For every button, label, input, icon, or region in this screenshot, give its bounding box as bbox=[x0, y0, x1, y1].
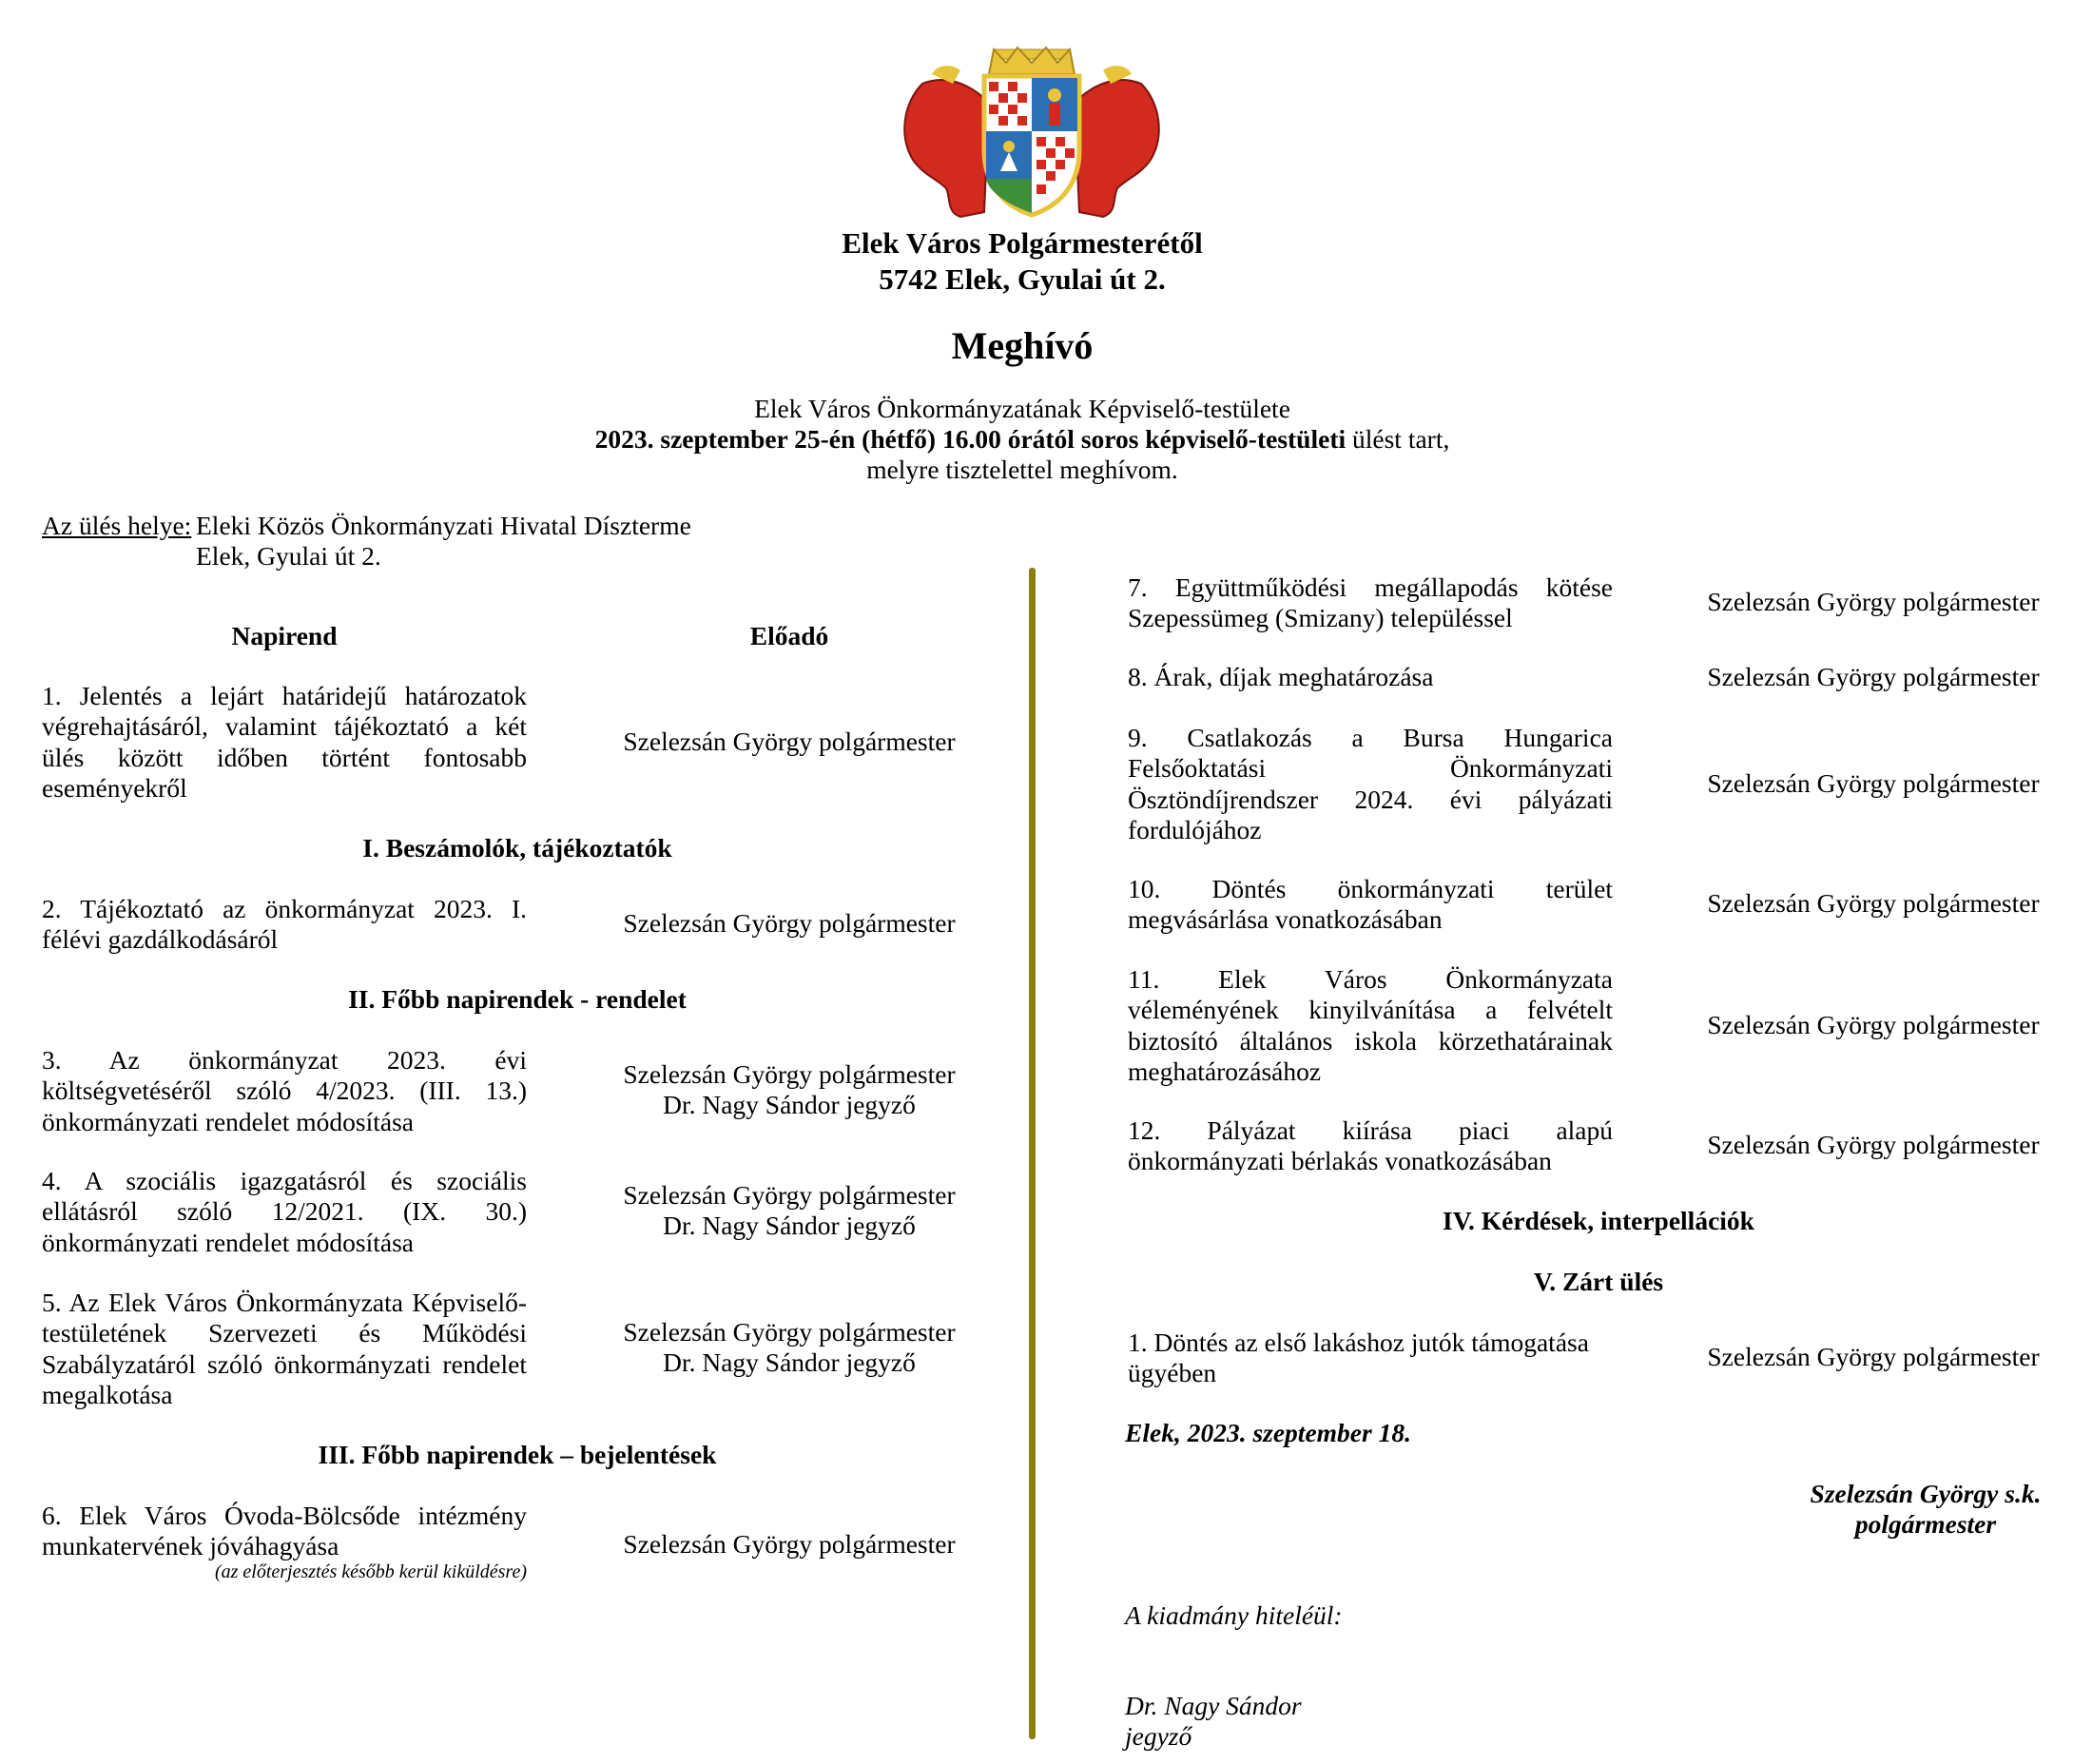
item-line: 1. Döntés az első lakáshoz jutók támogatása bbox=[1128, 1328, 1589, 1357]
item-line: véleményének kinyilvánítása a felvételt bbox=[1128, 995, 1613, 1025]
venue-line-1: Eleki Közös Önkormányzati Hivatal Díszterme bbox=[196, 511, 691, 540]
item-line: 8. Árak, díjak meghatározása bbox=[1128, 662, 1434, 691]
notary-name: Dr. Nagy Sándor bbox=[1125, 1691, 1302, 1720]
presenter-1: Szelezsán György polgármester bbox=[623, 727, 956, 756]
item-line: 10. Döntés önkormányzati terület bbox=[1128, 874, 1613, 903]
item-line: Szepessümeg (Smizany) településsel bbox=[1128, 603, 1513, 633]
item-line: önkormányzati rendelet módosítása bbox=[42, 1106, 414, 1136]
certified-label: A kiadmány hiteléül: bbox=[1125, 1600, 1343, 1630]
item-line: munkatervének jóváhagyása bbox=[42, 1531, 339, 1561]
signer-name: Szelezsán György s.k. bbox=[1810, 1479, 2042, 1508]
item-line: 7. Együttműködési megállapodás kötése bbox=[1128, 572, 1613, 602]
signer-title: polgármester bbox=[1854, 1509, 1997, 1539]
agenda-item-6 bbox=[42, 1501, 527, 1562]
intro-line-2 bbox=[0, 424, 2044, 455]
venue-line-2: Elek, Gyulai út 2. bbox=[196, 541, 381, 571]
venue-label: Az ülés helye: bbox=[42, 511, 192, 540]
column-divider bbox=[1029, 568, 1036, 1739]
item-line: Ösztöndíjrendszer 2024. évi pályázati bbox=[1128, 784, 1613, 814]
presenter-9: Szelezsán György polgármester bbox=[1707, 768, 2040, 798]
item-line: önkormányzati bérlakás vonatkozásában bbox=[1128, 1146, 1552, 1176]
presenter-notary: Dr. Nagy Sándor jegyző bbox=[663, 1347, 916, 1378]
issuer-address: 5742 Elek, Gyulai út 2. bbox=[879, 262, 1166, 296]
presenter-notary: Dr. Nagy Sándor jegyző bbox=[663, 1211, 916, 1241]
intro-line-2-rest: ülést tart, bbox=[1346, 424, 1450, 454]
item-line: ügyében bbox=[1128, 1358, 1217, 1388]
agenda-item-9 bbox=[1128, 723, 1613, 846]
agenda-item-8 bbox=[1128, 662, 1613, 692]
item-line: 6. Elek Város Óvoda-Bölcsőde intézmény bbox=[42, 1501, 527, 1530]
presenter-7: Szelezsán György polgármester bbox=[1707, 587, 2040, 616]
item-line: 12. Pályázat kiírása piaci alapú bbox=[1128, 1115, 1613, 1145]
item-line: 3. Az önkormányzat 2023. évi bbox=[42, 1045, 527, 1075]
section-heading-1: I. Beszámolók, tájékoztatók bbox=[362, 833, 672, 863]
item-line: végrehajtásáról, valamint tájékoztató a két bbox=[42, 711, 527, 742]
section-heading-2: II. Főbb napirendek - rendelet bbox=[348, 984, 687, 1014]
presenter-4 bbox=[599, 1180, 979, 1242]
item-line: testületének Szervezeti és Működési bbox=[42, 1318, 527, 1348]
presenter-closed-1: Szelezsán György polgármester bbox=[1707, 1342, 2040, 1371]
column-header-agenda: Napirend bbox=[231, 621, 338, 650]
item-line: megalkotása bbox=[42, 1380, 173, 1410]
issue-date: Elek, 2023. szeptember 18. bbox=[1125, 1418, 1411, 1447]
section-heading-3: III. Főbb napirendek – bejelentések bbox=[318, 1440, 717, 1469]
agenda-item-4 bbox=[42, 1166, 527, 1258]
agenda-item-7 bbox=[1128, 572, 1613, 634]
column-header-presenter: Előadó bbox=[749, 621, 829, 650]
agenda-item-11 bbox=[1128, 964, 1613, 1088]
presenter-mayor: Szelezsán György polgármester bbox=[623, 1317, 956, 1347]
item-line: eseményekről bbox=[42, 773, 187, 804]
presenter-11: Szelezsán György polgármester bbox=[1707, 1010, 2040, 1039]
item-6-note: (az előterjesztés később kerül kiküldésre) bbox=[214, 1561, 527, 1582]
agenda-item-12 bbox=[1128, 1115, 1613, 1177]
item-line: félévi gazdálkodásáról bbox=[42, 924, 279, 955]
item-line: biztosító általános iskola körzethatárainak bbox=[1128, 1025, 1613, 1056]
item-line: ülés között időben történt fontosabb bbox=[42, 742, 527, 772]
item-line: önkormányzati rendelet módosítása bbox=[42, 1227, 414, 1257]
intro-line-3: melyre tisztelettel meghívom. bbox=[866, 455, 1178, 484]
intro-line-1: Elek Város Önkormányzatának Képviselő-testülete bbox=[754, 394, 1290, 423]
item-line: költségvetéséről szóló 4/2023. (III. 13.) bbox=[42, 1076, 527, 1106]
item-line: 5. Az Elek Város Önkormányzata Képviselő- bbox=[42, 1288, 527, 1317]
item-line: 9. Csatlakozás a Bursa Hungarica bbox=[1128, 723, 1613, 752]
item-line: 2. Tájékoztató az önkormányzat 2023. I. bbox=[42, 894, 527, 923]
item-line: 4. A szociális igazgatásról és szociális bbox=[42, 1166, 527, 1195]
presenter-12: Szelezsán György polgármester bbox=[1707, 1130, 2040, 1159]
agenda-item-3 bbox=[42, 1045, 527, 1137]
agenda-item-5 bbox=[42, 1288, 527, 1411]
presenter-10: Szelezsán György polgármester bbox=[1707, 888, 2040, 918]
item-line: ellátásról szóló 12/2021. (IX. 30.) bbox=[42, 1196, 527, 1227]
issuer-name: Elek Város Polgármesterétől bbox=[842, 226, 1203, 260]
item-line: megvásárlása vonatkozásában bbox=[1128, 904, 1443, 935]
presenter-notary: Dr. Nagy Sándor jegyző bbox=[663, 1090, 916, 1120]
agenda-item-2 bbox=[42, 894, 527, 956]
presenter-2: Szelezsán György polgármester bbox=[623, 908, 956, 938]
item-line: 11. Elek Város Önkormányzata bbox=[1128, 964, 1613, 994]
item-line: meghatározásához bbox=[1128, 1056, 1322, 1087]
item-line: Szabályzatáról szóló önkormányzati rendelet bbox=[42, 1348, 527, 1379]
section-heading-5: V. Zárt ülés bbox=[1533, 1267, 1664, 1296]
presenter-mayor: Szelezsán György polgármester bbox=[623, 1180, 956, 1210]
page-title: Meghívó bbox=[951, 324, 1094, 367]
presenter-3 bbox=[599, 1059, 979, 1121]
presenter-8: Szelezsán György polgármester bbox=[1707, 662, 2040, 691]
item-line: fordulójához bbox=[1128, 815, 1262, 845]
coat-of-arms-icon bbox=[894, 46, 1170, 226]
item-line: 1. Jelentés a lejárt határidejű határozatok bbox=[42, 681, 527, 710]
section-heading-4: IV. Kérdések, interpellációk bbox=[1443, 1206, 1754, 1235]
agenda-item-1 bbox=[42, 681, 527, 804]
presenter-mayor: Szelezsán György polgármester bbox=[623, 1059, 956, 1089]
presenter-6: Szelezsán György polgármester bbox=[623, 1529, 956, 1559]
item-line: Felsőoktatási Önkormányzati bbox=[1128, 753, 1613, 784]
meeting-datetime: 2023. szeptember 25-én (hétfő) 16.00 órától soros képviselő-testületi bbox=[594, 424, 1346, 454]
presenter-5 bbox=[599, 1317, 979, 1379]
notary-title: jegyző bbox=[1125, 1721, 1192, 1751]
closed-session-item-1 bbox=[1128, 1328, 1613, 1389]
agenda-item-10 bbox=[1128, 874, 1613, 936]
